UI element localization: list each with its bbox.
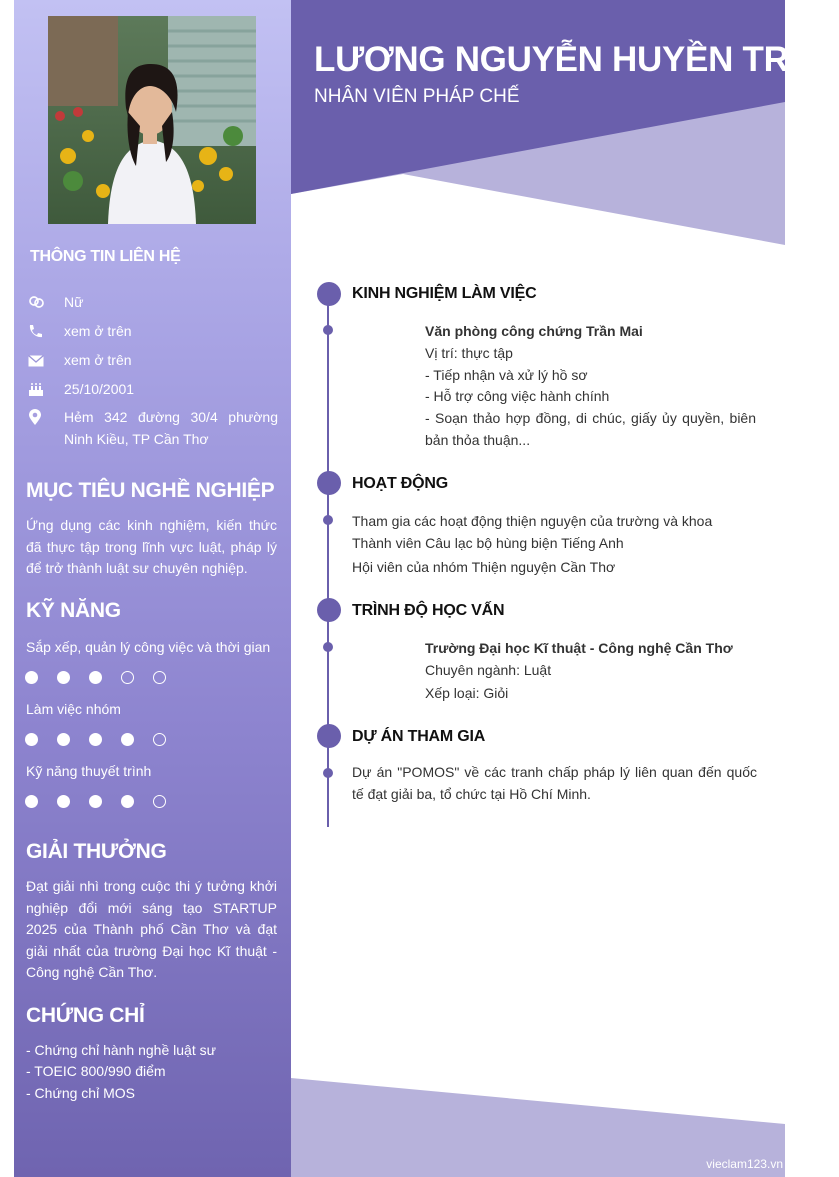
email-text: xem ở trên — [64, 352, 132, 368]
timeline-item-dot — [323, 325, 333, 335]
rating-dot-filled — [89, 671, 102, 684]
skill-label: Kỹ năng thuyết trình — [26, 763, 152, 779]
rating-dot-empty — [153, 671, 166, 684]
birthday-cake-icon — [28, 378, 64, 400]
timeline-section-dot — [317, 282, 341, 306]
rating-dot-empty — [121, 671, 134, 684]
rating-dot-filled — [25, 671, 38, 684]
activities-heading: HOẠT ĐỘNG — [352, 475, 448, 492]
skills-heading: KỸ NĂNG — [26, 599, 121, 622]
contact-gender — [28, 291, 278, 313]
education-school: Trường Đại học Kĩ thuật - Công nghệ Cần Thơ — [425, 640, 733, 656]
timeline-item-dot — [323, 515, 333, 525]
education-heading: TRÌNH ĐỘ HỌC VẤN — [352, 602, 505, 619]
project-text: Dự án "POMOS" về các tranh chấp pháp lý liên quan đến quốc tế đạt giải ba, tổ chức tại Hồ Chí Minh. — [352, 764, 757, 802]
awards-text: Đạt giải nhì trong cuộc thi ý tưởng khởi nghiệp đổi mới sáng tạo STARTUP 2025 của Thành phố Cần Thơ và đạt giải nhất của trường Đại học Kĩ thuật - Công nghệ Cần Thơ. — [26, 878, 277, 980]
skill-label: Làm việc nhóm — [26, 701, 121, 717]
rating-dot-filled — [121, 795, 134, 808]
objective-heading: MỤC TIÊU NGHỀ NGHIỆP — [26, 479, 275, 502]
timeline-section-dot — [317, 598, 341, 622]
certificate-item: - Chứng chỉ hành nghề luật sư — [26, 1042, 216, 1058]
rating-dot-filled — [25, 733, 38, 746]
address-text: Hẻm 342 đường 30/4 phường Ninh Kiều, TP Cần Thơ — [64, 409, 278, 447]
gender-text: Nữ — [64, 294, 84, 310]
rating-dot-empty — [153, 795, 166, 808]
rating-dot-filled — [121, 733, 134, 746]
experience-line: - Tiếp nhận và xử lý hồ sơ — [425, 367, 588, 383]
timeline-item-dot — [323, 768, 333, 778]
experience-company: Văn phòng công chứng Trần Mai — [425, 323, 643, 339]
candidate-name: LƯƠNG NGUYỄN HUYỀN TRÂN — [314, 40, 839, 79]
sidebar — [14, 0, 291, 1177]
experience-line: Vị trí: thực tập — [425, 345, 513, 361]
education-line: Xếp loại: Giỏi — [425, 685, 509, 701]
phone-text: xem ở trên — [64, 323, 132, 339]
experience-line: - Hỗ trợ công việc hành chính — [425, 388, 610, 404]
phone-icon — [28, 320, 64, 342]
objective-text: Ứng dụng các kinh nghiệm, kiến thức đã thực tập trong lĩnh vực luật, pháp lý để trở thành luật sư chuyên nghiệp. — [26, 517, 277, 576]
birthday-text: 25/10/2001 — [64, 381, 135, 397]
gender-icon — [28, 291, 64, 313]
rating-dot-filled — [89, 733, 102, 746]
experience-line: - Soạn thảo hợp đồng, di chúc, giấy ủy quyền, biên bản thỏa thuận... — [425, 410, 756, 448]
rating-dot-filled — [57, 733, 70, 746]
page-margin — [0, 0, 14, 1177]
activity-line: Thành viên Câu lạc bộ hùng biện Tiếng Anh — [352, 535, 624, 551]
contact-birthday — [28, 378, 278, 400]
activity-line: Hội viên của nhóm Thiện nguyện Cần Thơ — [352, 559, 616, 575]
certificate-item: - TOEIC 800/990 điểm — [26, 1063, 166, 1079]
skill-label: Sắp xếp, quản lý công việc và thời gian — [26, 639, 271, 655]
skill-rating-2 — [25, 733, 185, 746]
rating-dot-filled — [57, 671, 70, 684]
certificates-heading: CHỨNG CHỈ — [26, 1004, 145, 1027]
contact-phone — [28, 320, 278, 342]
timeline-item-dot — [323, 642, 333, 652]
mail-icon — [28, 349, 64, 371]
activity-line: Tham gia các hoạt động thiện nguyện của trường và khoa — [352, 513, 713, 529]
awards-heading: GIẢI THƯỞNG — [26, 840, 167, 863]
location-pin-icon — [28, 406, 64, 450]
certificate-item: - Chứng chỉ MOS — [26, 1085, 135, 1101]
header-banner — [291, 0, 785, 260]
contact-address — [28, 406, 278, 450]
job-title: NHÂN VIÊN PHÁP CHẾ — [314, 86, 520, 107]
skill-rating-3 — [25, 795, 185, 808]
rating-dot-filled — [57, 795, 70, 808]
avatar — [48, 16, 256, 224]
contact-email — [28, 349, 278, 371]
skill-rating-1 — [25, 671, 185, 684]
timeline-section-dot — [317, 471, 341, 495]
education-line: Chuyên ngành: Luật — [425, 662, 552, 678]
contact-heading: THÔNG TIN LIÊN HỆ — [30, 248, 181, 265]
rating-dot-filled — [89, 795, 102, 808]
projects-heading: DỰ ÁN THAM GIA — [352, 728, 486, 745]
timeline-section-dot — [317, 724, 341, 748]
experience-heading: KINH NGHIỆM LÀM VIỆC — [352, 285, 537, 302]
rating-dot-filled — [25, 795, 38, 808]
watermark: vieclam123.vn — [706, 1157, 783, 1171]
rating-dot-empty — [153, 733, 166, 746]
